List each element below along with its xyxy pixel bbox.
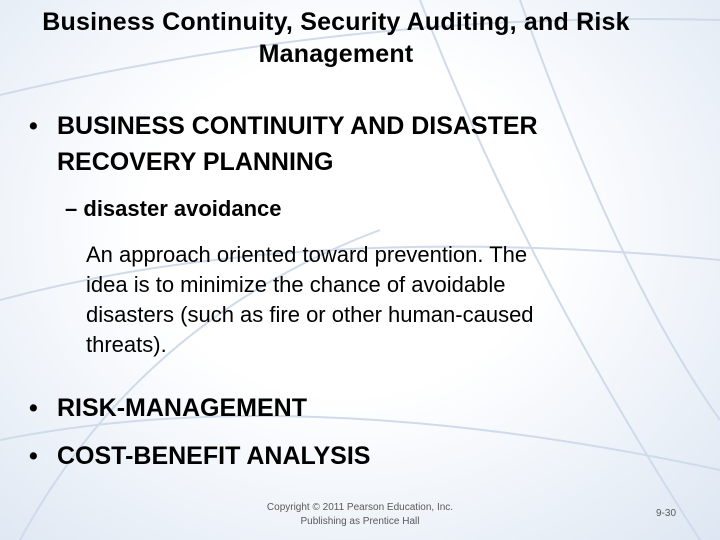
bullet-text: RISK-MANAGEMENT: [57, 394, 307, 422]
bullet-risk-management: [29, 390, 677, 426]
slide-title: [0, 6, 672, 70]
slide-title-line: Management: [258, 40, 414, 68]
bullet-marker: •: [29, 442, 38, 470]
bullet-business-continuity: [29, 108, 677, 180]
bullet-marker: •: [29, 112, 38, 140]
paragraph-line: idea is to minimize the chance of avoidable: [86, 272, 506, 297]
paragraph-line: An approach oriented toward prevention. The: [86, 242, 528, 267]
copyright-line: Publishing as Prentice Hall: [300, 516, 420, 527]
definition-paragraph: [86, 240, 666, 360]
bullet-text-line: RECOVERY PLANNING: [57, 148, 334, 176]
sub-bullet-disaster-avoidance: [65, 193, 281, 225]
page-number: 9-30: [655, 508, 676, 519]
sub-bullet-marker: –: [65, 196, 78, 221]
sub-bullet-text: disaster avoidance: [83, 196, 282, 221]
copyright-footer: [240, 501, 480, 529]
paragraph-line: disasters (such as fire or other human-caused: [86, 302, 534, 327]
copyright-line: Copyright © 2011 Pearson Education, Inc.: [266, 502, 454, 513]
bullet-text-line: BUSINESS CONTINUITY AND DISASTER: [57, 112, 538, 140]
bullet-marker: •: [29, 394, 38, 422]
bullet-cost-benefit-analysis: [29, 438, 677, 474]
slide-title-line: Business Continuity, Security Auditing, and Risk: [42, 8, 630, 36]
bullet-text: COST-BENEFIT ANALYSIS: [57, 442, 371, 470]
paragraph-line: threats).: [86, 332, 167, 357]
